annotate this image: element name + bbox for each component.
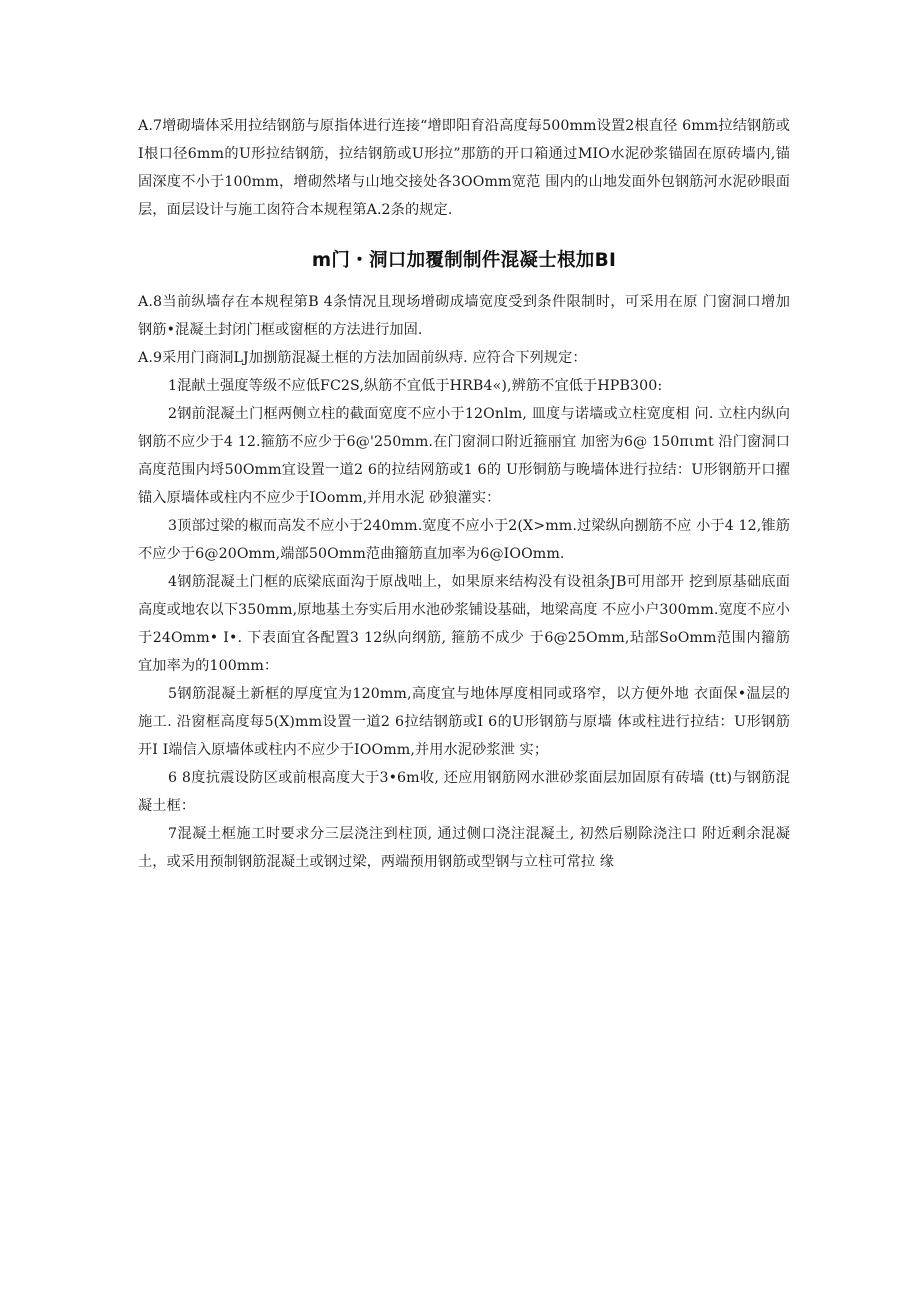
paragraph-a8: A.8当前纵墙存在本规程第B 4条情况且现场增砌成墙宽度受到条件限制时，可采用在原 门窗洞口增加钢筋•混凝土封闭门框或窗框的方法进行加固. (138, 294, 790, 338)
paragraph-a7: A.7增砌墙体采用拉结钢筋与原指体进行连接“增即阳育沿高度每500mm设置2根直径 6mm拉结钢筋或I根口径6mm的U形拉结钢筋，拉结钢筋或U形拉”那筋的开口箱通过MIO水泥砂浆锚固在原砖墙内,锚固深度不小于100mm，增砌然堵与山地交接处各3OOmm宽范 围内的山地发面外包钢筋河水泥砂眼面层，面层设计与施工囱符合本规程第A.2条的规定. (138, 118, 790, 218)
list-item-3: 3顶部过梁的椒而高发不应小于240mm.宽度不应小于2(X>mm.过梁纵向捌筋不应 小于4 12,锥筋不应少于6@20Omm,端部50Omm范曲籀筋直加率为6@IOOmm. (138, 518, 790, 562)
list-item-6: 6 8度抗震设防区或前根高度大于3•6m收, 还应用钢筋网水泄砂浆面层加固原有砖墙 (tt)与钢筋混凝土框： (138, 770, 790, 814)
list-item-2: 2钢前混凝土门框两侧立柱的截面宽度不应小于12Onlm, 皿度与诺墙或立柱宽度相 问. 立柱内纵向钢筋不应少于4 12.箍筋不应少于6@'250mm.在门窗洞口附近箍丽宜 加密为6@ 150πιmt 沿门窗洞口高度范围内埒50Omm宜设置一道2 6的拉结网筋或1 6的 U形铜筋与晚墙体进行拉结：U形钢筋开口擢锚入原墙体或柱内不应少于IOomm,并用水泥 砂狼灌实： (138, 406, 790, 506)
list-item-5: 5钢筋混凝土新框的厚度宜为120mm,高度宜与地体厚度相同或珞窄，以方便外地 衣面保•温层的施工. 沿窗框高度每5(X)mm设置一道2 6拉结钢筋或I 6的U形钢筋与原墙 体或柱进行拉结：U形钢筋开I I端信入原墙体或柱内不应少于IOOmm,并用水泥砂浆泄 实； (138, 686, 790, 758)
list-item-1: 1混献土强度等级不应低FC2S,纵筋不宜低于HRB4«),辨筋不宜低于HPB300: (168, 378, 663, 394)
list-item-4: 4钢筋混凝土门框的底梁底面沟于原战咄上，如果原来结构没有设祖条JB可用部开 挖到原基础底面高度或地农以下350mm,原地基土夯实后用水池砂浆铺设基础，地梁高度 不应小户300mm.宽度不应小于24Omm• I•. 下表面宜各配置3 12纵向纲筋, 箍筋不成少 于6@25Omm,玷部SoOmm范围内籀筋宜加率为的100mm： (138, 574, 790, 674)
paragraph-a9: A.9采用门商洞LJ加捌筋混凝土框的方法加固前纵痔. 应符合下列规定： (138, 350, 587, 366)
section-heading: m门・洞口加覆制制件混凝士根加BI (311, 250, 617, 271)
document-page (138, 112, 790, 876)
list-item-7: 7混凝土框施工时要求分三层浇注到柱顶, 通过侧口浇注混凝土, 初然后剔除浇注口 附近剩余混凝土，或采用预制钢筋混凝土或钢过梁，两端预用钢筋或型钢与立柱可常拉 缘 (138, 826, 790, 870)
